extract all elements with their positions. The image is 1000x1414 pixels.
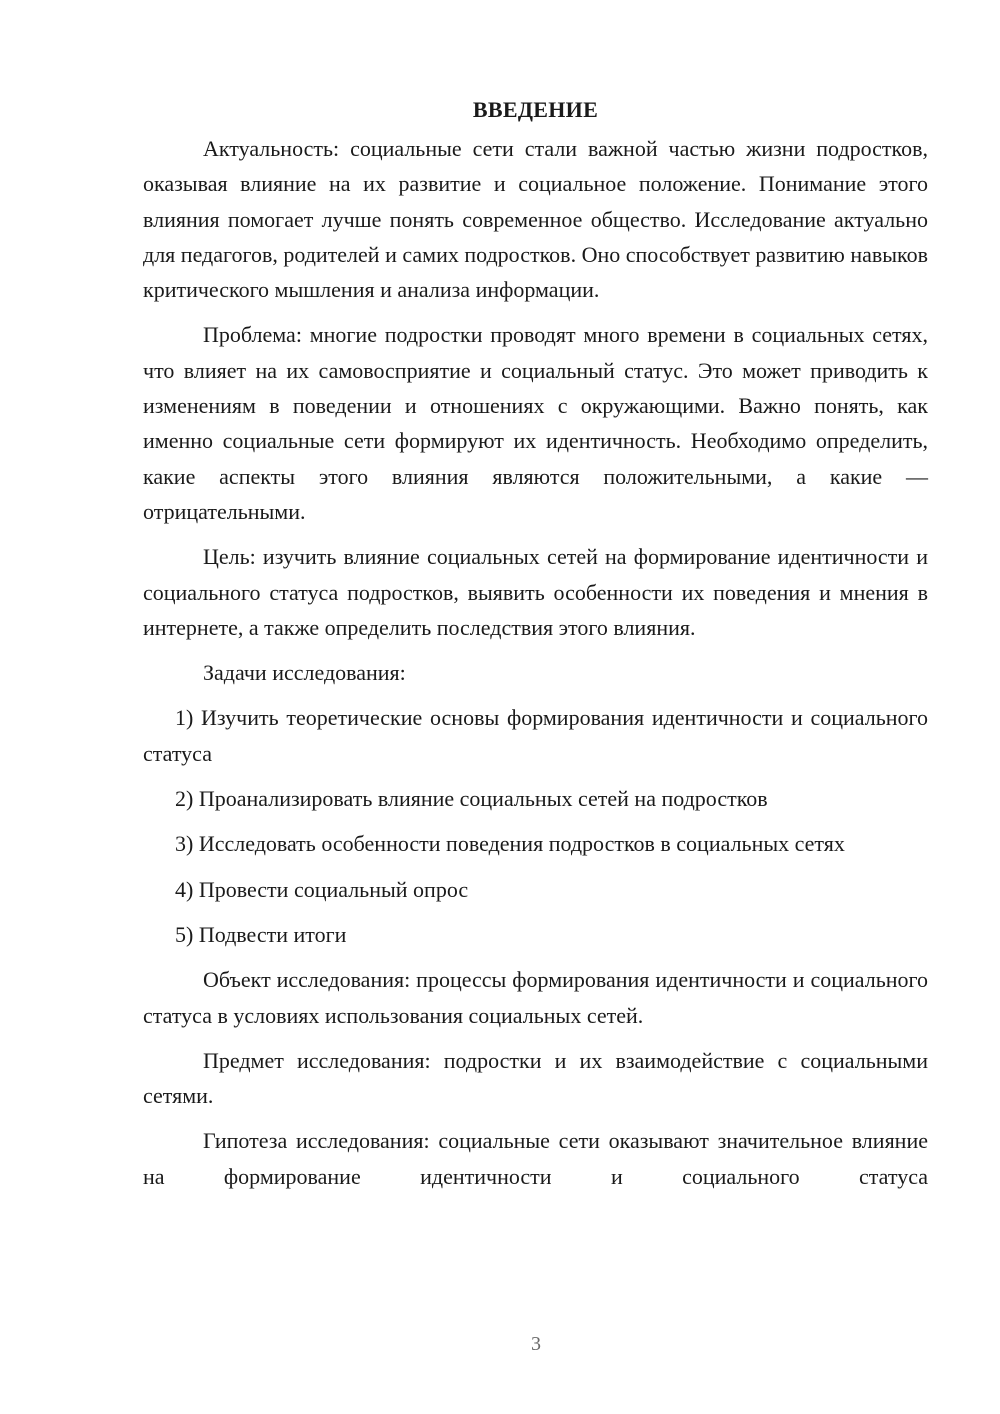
paragraph-tasks-heading: Задачи исследования: — [203, 660, 406, 686]
document-page — [143, 92, 928, 1204]
task-item-3: 3) Исследовать особенности поведения подростков в социальных сетях — [175, 831, 845, 857]
task-item-1: 1) Изучить теоретические основы формирования идентичности и социального статуса — [143, 705, 928, 766]
paragraph-goal: Цель: изучить влияние социальных сетей на формирование идентичности и социального статуса подростков, выявить особенности их поведения и мнения в интернете, а также определить последствия этого влияния. — [143, 544, 928, 640]
paragraph-subject: Предмет исследования: подростки и их взаимодействие с социальными сетями. — [143, 1047, 928, 1109]
paragraph-hypothesis: Гипотеза исследования: социальные сети оказывают значительное влияние на формирование идентичности и социального статуса — [143, 1128, 928, 1189]
task-item-5: 5) Подвести итоги — [175, 921, 347, 947]
task-item-4: 4) Провести социальный опрос — [175, 876, 469, 902]
section-title: ВВЕДЕНИЕ — [472, 97, 599, 122]
page-number: 3 — [531, 1333, 541, 1355]
paragraph-relevance: Актуальность: социальные сети стали важной частью жизни подростков, оказывая влияние на их развитие и социальное положение. Понимание этого влияния помогает лучше понять современное общество. Исследование актуально для педагогов, родителей и самих подростков. Оно способствует развитию навыков критического мышления и анализа информации. — [143, 136, 928, 303]
paragraph-problem: Проблема: многие подростки проводят много времени в социальных сетях, что влияет на их самовосприятие и социальный статус. Это может приводить к изменениям в поведении и отношениях с окружающими. Важно понять, как именно социальные сети формируют их идентичность. Необходимо определить, какие аспекты этого влияния являются положительными, а какие — отрицательными. — [143, 322, 928, 524]
task-item-2: 2) Проанализировать влияние социальных сетей на подростков — [175, 786, 768, 812]
paragraph-object: Объект исследования: процессы формирования идентичности и социального статуса в условиях использования социальных сетей. — [143, 967, 928, 1028]
